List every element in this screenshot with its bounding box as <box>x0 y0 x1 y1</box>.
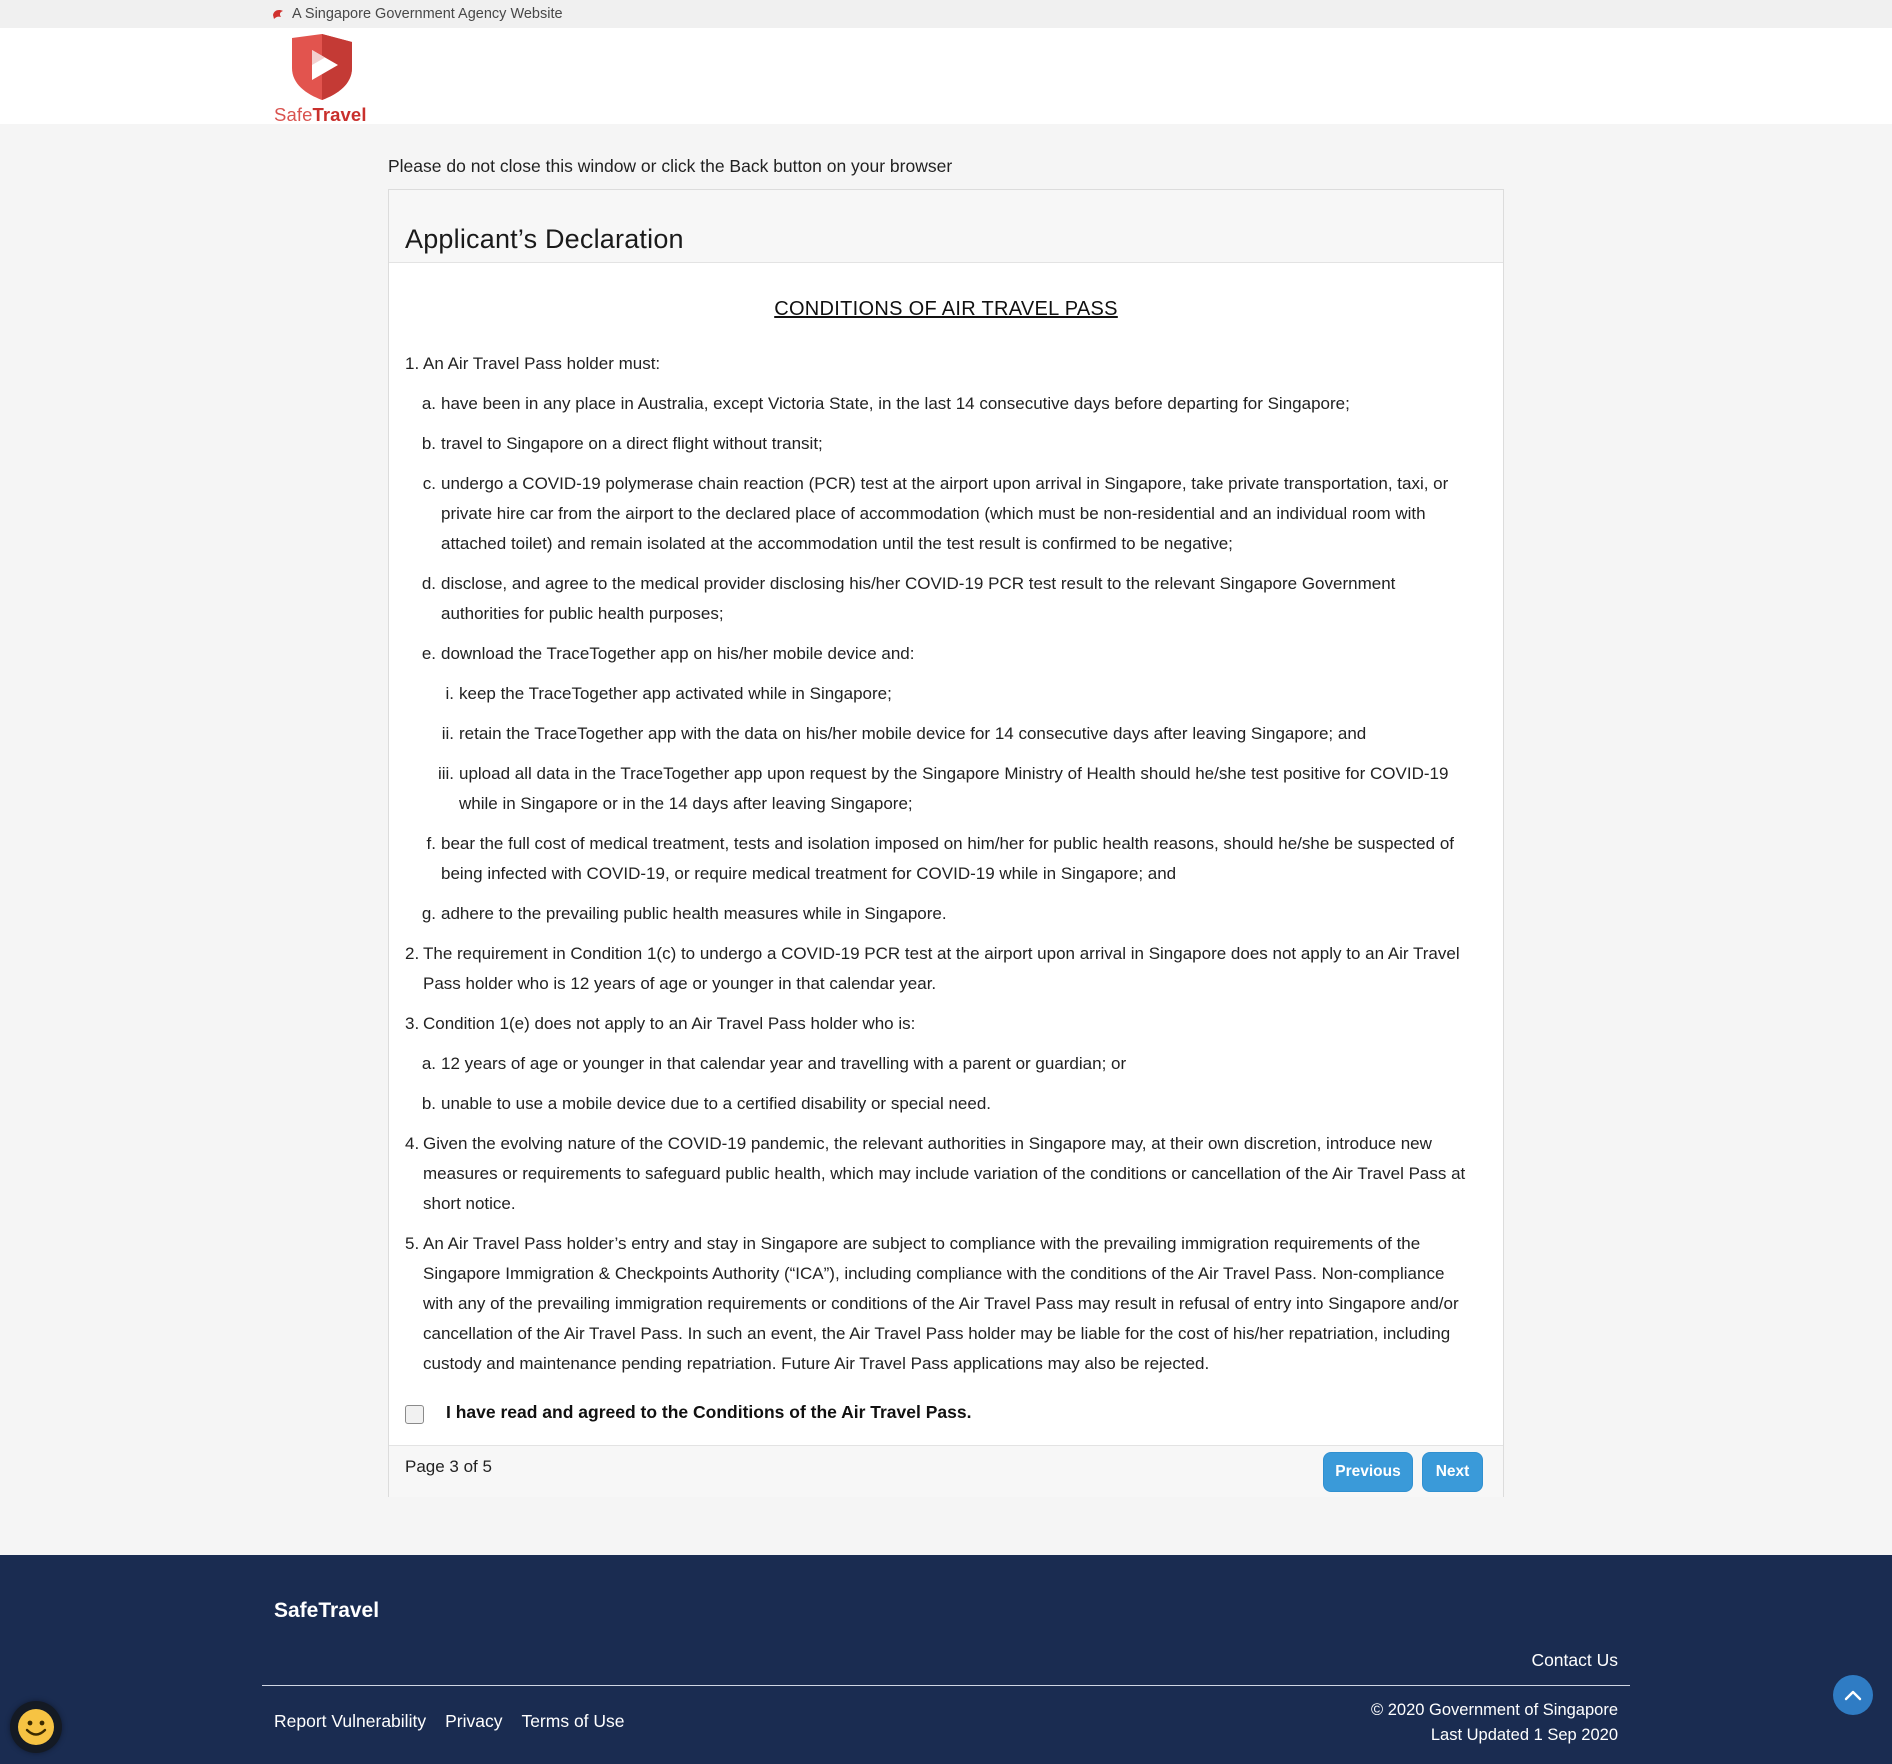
condition-number: iii. <box>437 764 454 783</box>
do-not-close-notice: Please do not close this window or click the Back button on your browser <box>388 156 953 176</box>
logo-shield-icon <box>286 32 358 102</box>
logo-wordmark <box>274 104 367 126</box>
card-footer <box>389 1445 1503 1497</box>
chevron-up-icon <box>1844 1689 1862 1701</box>
next-button[interactable]: Next <box>1422 1452 1483 1492</box>
condition-text: disclose, and agree to the medical provider disclosing his/her COVID-19 PCR test result to the relevant Singapore Government authorities for public health purposes; <box>441 574 1396 623</box>
condition-text: download the TraceTogether app on his/her mobile device and: <box>441 644 915 663</box>
footer-brand[interactable]: SafeTravel <box>274 1599 380 1622</box>
condition-item <box>405 639 1475 669</box>
lion-icon <box>272 8 284 20</box>
masthead-text: A Singapore Government Agency Website <box>292 6 563 22</box>
condition-item <box>405 429 1475 459</box>
site-header <box>0 28 1892 124</box>
terms-of-use-link[interactable]: Terms of Use <box>521 1711 625 1731</box>
safetravel-logo[interactable] <box>272 32 372 125</box>
conditions-heading: CONDITIONS OF AIR TRAVEL PASS <box>774 298 1118 320</box>
condition-number: 3. <box>405 1014 420 1033</box>
condition-number: b. <box>421 434 436 453</box>
site-footer <box>0 1555 1892 1764</box>
condition-item <box>405 1009 1475 1039</box>
condition-item <box>405 829 1475 889</box>
condition-number: 1. <box>405 354 420 373</box>
condition-number: i. <box>445 684 454 703</box>
condition-text: Given the evolving nature of the COVID-19 pandemic, the relevant authorities in Singapore may, at their own discretion, introduce new measures or requirements to safeguard public health, which may include variation of the conditions or cancellation of the Air Travel Pass at short notice. <box>423 1134 1466 1213</box>
conditions-list <box>405 349 1475 1389</box>
masthead-content <box>272 4 563 24</box>
condition-text: travel to Singapore on a direct flight without transit; <box>441 434 823 453</box>
condition-number: 5. <box>405 1234 420 1253</box>
condition-item <box>405 1229 1475 1379</box>
privacy-link[interactable]: Privacy <box>445 1711 503 1731</box>
condition-text: Condition 1(e) does not apply to an Air Travel Pass holder who is: <box>423 1014 916 1033</box>
condition-number: c. <box>422 474 436 493</box>
condition-number: g. <box>421 904 436 923</box>
feedback-button[interactable] <box>10 1701 62 1753</box>
condition-item <box>405 679 1475 709</box>
condition-number: d. <box>421 574 436 593</box>
condition-item <box>405 1129 1475 1219</box>
condition-item <box>405 719 1475 749</box>
condition-item <box>405 759 1475 819</box>
condition-text: 12 years of age or younger in that calendar year and travelling with a parent or guardian; or <box>441 1054 1127 1073</box>
contact-us-link[interactable]: Contact Us <box>1531 1650 1618 1670</box>
condition-item <box>405 389 1475 419</box>
footer-links <box>274 1711 625 1732</box>
condition-number: a. <box>421 394 436 413</box>
previous-button[interactable]: Previous <box>1323 1452 1413 1492</box>
page-title: Applicant’s Declaration <box>405 224 684 254</box>
gov-masthead <box>0 0 1892 28</box>
logo-text-travel: Travel <box>312 104 367 125</box>
condition-number: f. <box>426 834 436 853</box>
page-indicator: Page 3 of 5 <box>405 1457 492 1476</box>
agree-label[interactable]: I have read and agreed to the Conditions of the Air Travel Pass. <box>446 1402 972 1422</box>
condition-text: bear the full cost of medical treatment, tests and isolation imposed on him/her for public health reasons, should he/she be suspected of being infected with COVID-19, or require medical treatment for COVID-19 while in Singapore; and <box>441 834 1455 883</box>
footer-copyright-block <box>1371 1698 1618 1748</box>
declaration-card <box>388 189 1504 1497</box>
condition-text: An Air Travel Pass holder’s entry and stay in Singapore are subject to compliance with the prevailing immigration requirements of the Singapore Immigration & Checkpoints Authority (“ICA”), including compliance with the conditions of the Air Travel Pass. Non-compliance with any of the prevailing immigration requirements or conditions of the Air Travel Pass may result in refusal of entry into Singapore and/or cancellation of the Air Travel Pass. In such an event, the Air Travel Pass holder may be liable for the cost of his/her repatriation, including custody and maintenance pending repatriation. Future Air Travel Pass applications may also be rejected. <box>423 1234 1459 1373</box>
condition-number: 4. <box>405 1134 420 1153</box>
condition-item <box>405 939 1475 999</box>
smiley-icon <box>17 1708 55 1746</box>
logo-text-safe: Safe <box>274 104 313 125</box>
condition-item <box>405 349 1475 379</box>
condition-number: e. <box>421 644 436 663</box>
condition-text: have been in any place in Australia, except Victoria State, in the last 14 consecutive days before departing for Singapore; <box>441 394 1350 413</box>
condition-text: retain the TraceTogether app with the data on his/her mobile device for 14 consecutive days after leaving Singapore; and <box>459 724 1367 743</box>
report-vulnerability-link[interactable]: Report Vulnerability <box>274 1711 427 1731</box>
condition-number: ii. <box>441 724 454 743</box>
condition-text: An Air Travel Pass holder must: <box>423 354 661 373</box>
copyright-text: © 2020 Government of Singapore <box>1371 1701 1618 1719</box>
condition-text: The requirement in Condition 1(c) to undergo a COVID-19 PCR test at the airport upon arrival in Singapore does not apply to an Air Travel Pass holder who is 12 years of age or younger in that calendar year. <box>423 944 1460 993</box>
condition-item <box>405 469 1475 559</box>
condition-item <box>405 1089 1475 1119</box>
condition-text: unable to use a mobile device due to a certified disability or special need. <box>441 1094 992 1113</box>
condition-item <box>405 569 1475 629</box>
condition-number: b. <box>421 1094 436 1113</box>
condition-text: undergo a COVID-19 polymerase chain reaction (PCR) test at the airport upon arrival in Singapore, take private transportation, taxi, or private hire car from the airport to the declared place of accommodation (which must be non-residential and an individual room with attached toilet) and remain isolated at the accommodation until the test result is confirmed to be negative; <box>441 474 1449 553</box>
condition-number: a. <box>421 1054 436 1073</box>
back-to-top-button[interactable] <box>1833 1675 1873 1715</box>
condition-text: upload all data in the TraceTogether app upon request by the Singapore Ministry of Health should he/she test positive for COVID-19 while in Singapore or in the 14 days after leaving Singapore; <box>459 764 1449 813</box>
last-updated-text: Last Updated 1 Sep 2020 <box>1430 1726 1618 1744</box>
agree-row <box>405 1401 971 1424</box>
condition-item <box>405 1049 1475 1079</box>
condition-number: 2. <box>405 944 420 963</box>
condition-text: keep the TraceTogether app activated while in Singapore; <box>459 684 892 703</box>
agree-checkbox[interactable] <box>405 1405 424 1424</box>
card-header <box>389 190 1503 263</box>
condition-item <box>405 899 1475 929</box>
condition-text: adhere to the prevailing public health measures while in Singapore. <box>441 904 947 923</box>
footer-divider <box>262 1685 1630 1686</box>
